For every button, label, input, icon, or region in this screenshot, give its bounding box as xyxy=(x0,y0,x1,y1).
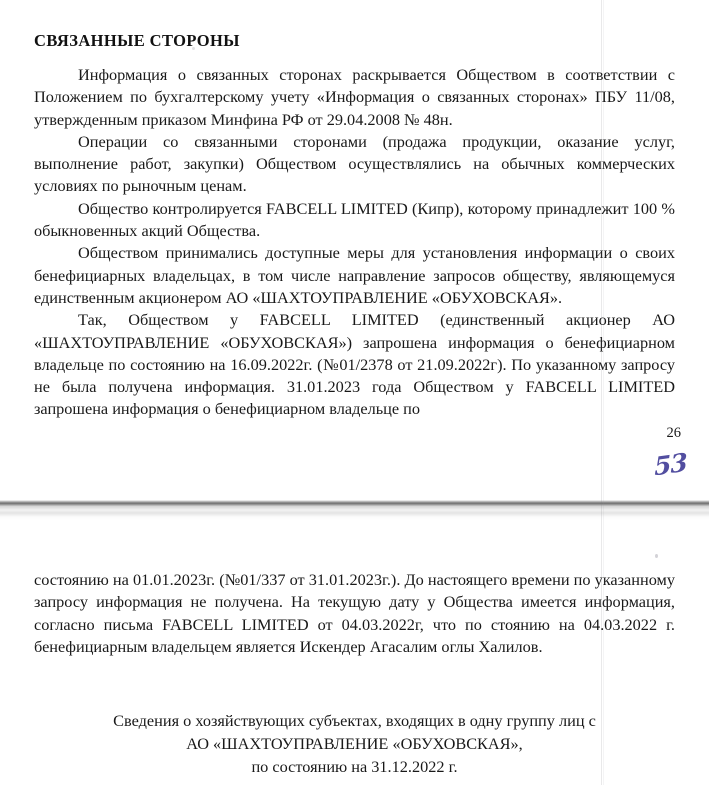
paragraph: состоянию на 01.01.2023г. (№01/337 от 31.01.2023г.). До настоящего времени по указанному запросу информация не получена. На текущую дату у Общества имеется информация, согласно письма FABCELL LIMITED от 04.03.2022г, что по стоянию на 04.03.2022 г. бенефициарным владельцем является Искендер Агасалим оглы Халилов. xyxy=(34,570,675,656)
footer-line-2: АО «ШАХТОУПРАВЛЕНИЕ «ОБУХОВСКАЯ», xyxy=(186,734,523,753)
paragraph: Общество контролируется FABCELL LIMITED (Кипр), которому принадлежит 100 % обыкновенных акций Общества. xyxy=(34,198,675,241)
page-two-body xyxy=(34,569,675,658)
section-heading: СВЯЗАННЫЕ СТОРОНЫ xyxy=(34,31,240,50)
footer-line-3: по состоянию на 31.12.2022 г. xyxy=(251,757,458,776)
paragraph: Обществом принимались доступные меры для установления информации о своих бенефициарных владельцах, в том числе направление запросов обществу, являющемуся единственным акционером АО «ШАХТОУПРАВЛЕНИЕ «ОБУХОВСКАЯ». xyxy=(34,243,675,307)
page-break-separator xyxy=(0,500,709,521)
scan-speck xyxy=(655,554,658,558)
page-number: 26 xyxy=(666,425,681,441)
paragraph: Так, Обществом у FABCELL LIMITED (единственный акционер АО «ШАХТОУПРАВЛЕНИЕ «ОБУХОВСКАЯ») запрошена информация о бенефициарном владельце по состоянию на 16.09.2022г. (№01/2378 от 21.09.2022г). По указанному запросу не была получена информация. 31.01.2023 года Обществом у FABCELL LIMITED запрошена информация о бенефициарном владельце по xyxy=(34,310,675,419)
document-footer xyxy=(34,709,675,778)
page-one-body xyxy=(34,64,675,421)
paragraph: Информация о связанных сторонах раскрывается Обществом в соответствии с Положением по бухгалтерскому учету «Информация о связанных сторонах» ПБУ 11/08, утвержденным приказом Минфина РФ от 29.04.2008 № 48н. xyxy=(34,65,675,129)
footer-line-1: Сведения о хозяйствующих субъектах, входящих в одну группу лиц с xyxy=(113,711,596,730)
paragraph: Операции со связанными сторонами (продажа продукции, оказание услуг, выполнение работ, закупки) Обществом осуществлялись на обычных коммерческих условиях по рыночным ценам. xyxy=(34,131,675,196)
handwritten-page-mark: 53 xyxy=(653,447,688,482)
